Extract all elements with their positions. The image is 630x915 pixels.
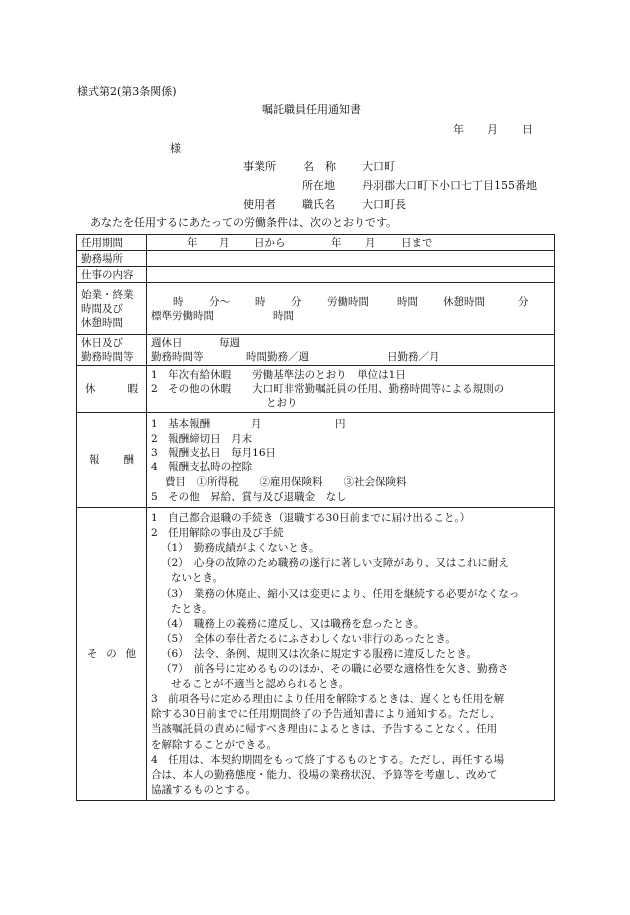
value-leave <box>147 366 555 413</box>
other-line: （5） 全体の奉仕者たるにふさわしくない非行のあったとき。 <box>161 632 456 645</box>
other-line: たとき。 <box>171 602 213 615</box>
intro-text: あなたを任用するにあたっての労働条件は、次のとおりです。 <box>90 216 398 229</box>
other-line: 合は、本人の勤務態度・能力、役場の業務状況、予算等を考慮し、改めて <box>151 768 498 781</box>
pay-line-4: 4 報酬支払時の控除 <box>151 461 253 473</box>
row-other <box>77 508 555 801</box>
hours-min-2: 分 <box>291 295 302 308</box>
employer-office-label: 事業所 <box>243 160 276 173</box>
label-period-text: 任用期間 <box>81 236 123 249</box>
pay-line-1-yen: 円 <box>335 418 346 430</box>
hours-hour-2: 時 <box>255 295 266 308</box>
pay-line-5: 費目 ①所得税 ②雇用保険料 ③社会保険料 <box>165 476 407 488</box>
other-line: （6） 法令、条例、規則又は次条に規定する服務に違反したとき。 <box>161 647 478 660</box>
label-workplace: 勤務場所 <box>77 251 147 267</box>
form-number: 様式第2(第3条関係) <box>77 85 177 98</box>
hours-min-1: 分～ <box>209 295 230 308</box>
hours-work-time-unit: 時間 <box>397 295 418 308</box>
holiday-label: 週休日 <box>151 337 183 349</box>
employer-title-label: 職氏名 <box>302 198 335 211</box>
other-line: （7） 前各号に定めるもののほか、その職に必要な適格性を欠き、勤務さ <box>161 663 509 675</box>
period-d2: 日まで <box>401 236 433 249</box>
date-day: 日 <box>522 123 533 136</box>
pay-line-3: 3 報酬支払日 毎月16日 <box>151 447 277 459</box>
employer-address-value: 丹羽郡大口町下小口七丁目155番地 <box>362 179 537 192</box>
other-line: せることが不適当と認められるとき。 <box>171 678 350 691</box>
employer-user-label: 使用者 <box>243 198 276 211</box>
row-job <box>77 267 555 283</box>
period-m2: 月 <box>365 236 376 249</box>
row-workplace <box>77 251 555 267</box>
label-other <box>77 508 147 801</box>
hours-standard: 標準労働時間 <box>151 309 214 322</box>
row-leave <box>77 366 555 413</box>
label-other-2: の <box>106 648 117 660</box>
value-other <box>147 508 555 801</box>
pay-line-6: 5 その他 昇給、賞与及び退職金 なし <box>151 491 347 503</box>
other-line: 3 前項各号に定める理由により任用を解除するときは、遅くとも任用を解 <box>151 693 505 706</box>
other-line: （2） 心身の故障のため職務の遂行に著しい支障があり、又はこれに耐え <box>161 557 509 570</box>
row-pay <box>77 413 555 508</box>
label-pay <box>77 413 147 508</box>
label-hours-3: 休憩時間 <box>81 316 123 329</box>
pay-line-1: 1 基本報酬 <box>151 418 211 430</box>
label-hours-2: 時間及び <box>81 302 123 315</box>
label-period <box>77 235 147 251</box>
label-job: 仕事の内容 <box>77 267 147 283</box>
other-line: 除する30日前までに任用期間終了の予告通知書により通知する。ただし、 <box>151 708 501 721</box>
employer-name-value: 大口町 <box>362 160 395 173</box>
employer-address-label: 所在地 <box>302 179 335 192</box>
page-title: 嘱託職員任用通知書 <box>262 103 361 116</box>
period-y1: 年 <box>187 236 198 249</box>
label-holidays-2: 勤務時間等 <box>81 351 134 363</box>
hours-per-week: 時間勤務／週 <box>246 351 309 363</box>
label-pay-1: 報 <box>89 454 100 466</box>
hours-hour-1: 時 <box>173 295 184 308</box>
hours-work-time: 労働時間 <box>327 295 369 308</box>
hours-rest-time-unit: 分 <box>518 295 529 308</box>
other-line: （3） 業務の休廃止、縮小又は変更により、任用を継続する必要がなくなっ <box>161 587 520 600</box>
leave-line-2: 2 その他の休暇 大口町非常勤嘱託員の任用、勤務時間等による規則の <box>151 383 505 395</box>
value-hours <box>147 283 555 335</box>
period-d1: 日から <box>254 236 286 249</box>
other-line: を解除することができる。 <box>151 738 277 751</box>
row-hours <box>77 283 555 335</box>
value-job <box>147 267 555 283</box>
label-hours-1: 始業・終業 <box>81 288 134 301</box>
label-other-1: そ <box>87 648 98 660</box>
row-holidays <box>77 335 555 366</box>
date-month: 月 <box>487 123 498 136</box>
other-line: （4） 職務上の義務に違反し、又は職務を怠ったとき。 <box>161 617 425 630</box>
other-line: 2 任用解除の事由及び手続 <box>151 527 284 540</box>
other-line: 1 自己都合退職の手続き（退職する30日前までに届け出ること。） <box>151 512 471 524</box>
period-m1: 月 <box>219 236 230 249</box>
row-period <box>77 235 555 251</box>
pay-line-1-month: 月 <box>251 418 262 430</box>
label-leave-2: 暇 <box>127 383 138 395</box>
value-period <box>147 235 555 251</box>
employer-name-label-2: 称 <box>325 160 336 173</box>
leave-line-1: 1 年次有給休暇 労働基準法のとおり 単位は1日 <box>151 369 406 381</box>
holiday-weekly: 毎週 <box>219 337 240 349</box>
other-line: ないとき。 <box>171 572 224 585</box>
employer-name-label-1: 名 <box>303 160 314 173</box>
label-other-3: 他 <box>125 648 136 660</box>
value-holidays <box>147 335 555 366</box>
other-line: 4 任用は、本契約期間をもって終了するものとする。ただし、再任する場 <box>151 753 505 766</box>
label-hours <box>77 283 147 335</box>
value-pay <box>147 413 555 508</box>
label-holidays <box>77 335 147 366</box>
employer-title-value: 大口町長 <box>362 198 406 211</box>
label-leave <box>77 366 147 413</box>
value-workplace <box>147 251 555 267</box>
label-leave-1: 休 <box>85 383 96 395</box>
days-per-month: 日勤務／月 <box>387 351 440 363</box>
hours-etc-label: 勤務時間等 <box>151 351 204 363</box>
period-y2: 年 <box>331 236 342 249</box>
addressee-suffix: 様 <box>170 142 181 155</box>
label-holidays-1: 休日及び <box>81 337 123 349</box>
conditions-table <box>76 234 555 801</box>
pay-line-2: 2 報酬締切日 月末 <box>151 433 253 445</box>
other-line: （1） 勤務成績がよくないとき。 <box>161 542 320 555</box>
other-line: 当該嘱託員の責めに帰すべき理由によるときは、予告することなく、任用 <box>151 723 498 736</box>
leave-line-3: とおり <box>266 397 298 409</box>
label-pay-2: 酬 <box>123 454 134 466</box>
other-line: 協議するものとする。 <box>151 783 256 796</box>
hours-rest-time: 休憩時間 <box>443 295 485 308</box>
date-year: 年 <box>453 123 464 136</box>
hours-standard-unit: 時間 <box>273 309 294 322</box>
